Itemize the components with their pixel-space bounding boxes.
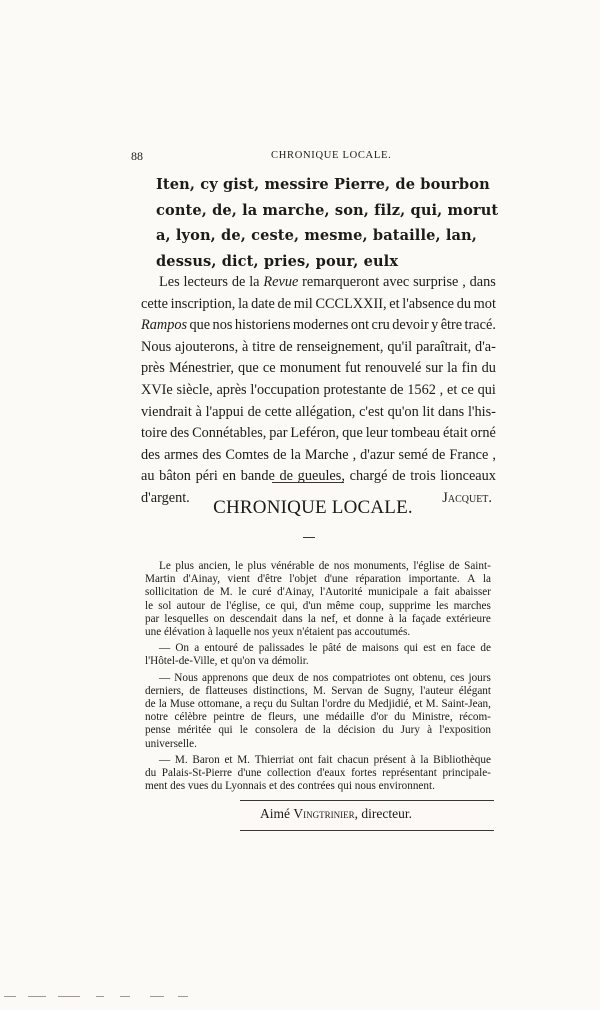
chronicle-line: le sol autour de l'église, ce qui, d'un même coup, supprime les marches [145, 599, 491, 612]
chronicle-line: Le plus ancien, le plus vénérable de nos monuments, l'église de Saint- [159, 560, 491, 572]
article-line: Rampos que nos historiens modernes ont cru devoir y être tracé. [141, 317, 496, 334]
director-first-name: Aimé [260, 806, 290, 821]
article-line: XVIe siècle, après l'occupation protestante de 1562 , et ce qui [141, 381, 496, 398]
article-line: viendrait à l'appui de cette allégation, c'est qu'on lit dans l'his- [141, 403, 496, 420]
article-body [141, 272, 496, 510]
chronicle-paragraph [145, 754, 491, 794]
chronicle-line: — On a entouré de palissades le pâté de maisons qui est en face de [159, 642, 491, 655]
section-title: CHRONIQUE LOCALE. [213, 497, 413, 518]
chronicle-line: Martin d'Ainay, vient d'être l'objet d'une réparation importante. A la [145, 573, 491, 586]
article-line: Nous ajouterons, à titre de renseignement, qu'il paraîtrait, d'a- [141, 338, 496, 355]
director-role: , directeur. [354, 806, 412, 821]
article-last-line: d'argent. Jacquet. [141, 488, 496, 510]
chronicle-line: ment des vues du Lyonnais et des contrées qui nous environnent. [145, 780, 435, 793]
director-signature [260, 806, 500, 822]
chronicle-line: de la Muse ottomane, a reçu du Sultan l'ordre du Medjidié, et M. Saint-Jean, [145, 698, 491, 711]
scan-edge-marks [0, 996, 600, 999]
closing-rule [240, 800, 494, 801]
article-line: près Ménestrier, que ce monument fut renouvelé sur la fin du [141, 360, 496, 377]
chronicle-line: par lesquelles on descendait dans la nef, et donne à la façade extérieure [145, 612, 491, 625]
chronicle-line: l'Hôtel-de-Ville, et qu'on va démolir. [145, 655, 309, 668]
chronicle-line: — M. Baron et M. Thierriat ont fait chacun présent à la Bibliothèque [159, 753, 491, 766]
chronicle-line: sollicitation de M. le curé d'Ainay, l'Autorité municipale a fait abaisser [145, 586, 491, 599]
director-surname: Vingtrinier [293, 806, 355, 821]
closing-underline [240, 830, 494, 831]
chronicle-line: notre célèbre peintre de fleurs, une médaille d'or du Ministre, récom- [145, 711, 491, 724]
running-title: CHRONIQUE LOCALE. [271, 150, 392, 161]
chronicle-line: universelle. [145, 737, 197, 750]
page-number: 88 [131, 149, 143, 163]
chronicle-line: derniers, de flatteuses distinctions, M. Servan de Sugny, l'auteur élégant [145, 684, 491, 697]
chronicle-notes [145, 560, 491, 796]
chronicle-paragraph [145, 672, 491, 751]
author-signature: Jacquet. [442, 489, 492, 506]
article-line: au bâton péri en bande de gueules, chargé de trois lionceaux [141, 468, 496, 485]
article-line: des armes des Comtes de la Marche , d'azur semé de France , [141, 446, 496, 463]
section-divider [272, 482, 344, 483]
chronicle-paragraph [145, 560, 491, 639]
article-line: cette inscription, la date de mil CCCLXXII, et l'absence du mot [141, 295, 496, 312]
chronicle-paragraph [145, 642, 491, 668]
article-line: Les lecteurs de la Revue remarqueront avec surprise , dans [159, 274, 496, 290]
inscription-line: conte, de, la marche, son, filz, qui, morut [156, 201, 499, 219]
inscription-line: Iten, cy gist, messire Pierre, de bourbon [156, 176, 490, 193]
inscription-line: dessus, dict, pries, pour, eulx [156, 252, 399, 270]
chronicle-line: — Nous apprenons que deux de nos compatriotes ont obtenu, ces jours [159, 671, 491, 684]
chronicle-line: du Palais-St-Pierre d'une collection d'eaux fortes représentant principale- [145, 767, 491, 780]
epitaph-inscription [156, 172, 499, 274]
inscription-line: a, lyon, de, ceste, mesme, bataille, lan, [156, 227, 477, 244]
chronicle-line: une élévation à laquelle nos yeux n'étaient pas accoutumés. [145, 626, 411, 639]
title-dash [303, 537, 315, 538]
chronicle-line: pense méritée qui le consolera de la décision du Jury à l'exposition [145, 724, 491, 737]
article-line: toire des Connétables, par Leféron, que leur tombeau était orné [141, 425, 496, 442]
